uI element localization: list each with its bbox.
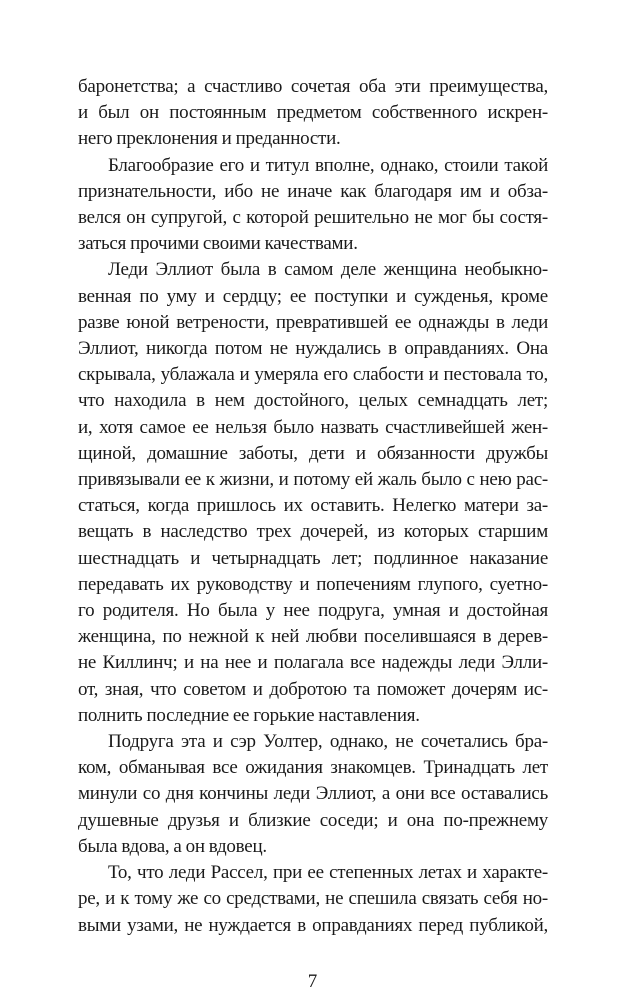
text-line: Благообразие его и титул вполне, однако, стоили такой [108,154,548,176]
text-line: минули со дня кончины леди Эллиот, а они все оставались [78,783,548,805]
text-line: передавать их руководству и попечениям глупого, суетно- [78,573,548,595]
text-line: То, что леди Рассел, при ее степенных летах и характе- [108,862,548,884]
text-line: велся он супругой, с которой решительно не мог бы состя- [78,207,548,229]
text-line: вещать в наследство трех дочерей, из которых старшим [78,521,548,543]
text-line: шестнадцать и четырнадцать лет; подлинное наказание [78,547,548,569]
page-body-text [78,74,548,939]
text-line: скрывала, ублажала и умеряла его слабости и пестовала то, [78,364,548,386]
text-line: го родителя. Но была у нее подруга, умная и достойная [78,600,548,622]
page-number: 7 [307,970,318,992]
text-line: и, хотя самое ее нельзя было назвать счастливейшей жен- [78,416,548,438]
text-line: и был он постоянным предметом собственного искрен- [78,102,548,124]
text-line: от, зная, что советом и добротою та поможет дочерям ис- [78,678,548,700]
text-line: Эллиот, никогда потом не нуждались в оправданиях. Она [78,338,548,360]
text-line: щиной, домашние заботы, дети и обязанности дружбы [78,442,548,464]
paragraph [78,860,548,939]
text-line: была вдова, а он вдовец. [78,835,267,857]
text-line: Подруга эта и сэр Уолтер, однако, не сочетались бра- [108,731,548,753]
text-line: венная по уму и сердцу; ее поступки и сужденья, кроме [78,285,548,307]
text-line: Леди Эллиот была в самом деле женщина необыкно- [108,259,548,281]
text-line: баронетства; а счастливо сочетая оба эти преимущества, [78,76,548,97]
text-line: привязывали ее к жизни, и потому ей жаль было с нею рас- [78,469,548,491]
paragraph [78,729,548,860]
text-line: что находила в нем достойного, целых семнадцать лет; [78,390,548,412]
text-line: статься, когда пришлось их оставить. Нелегко матери за- [78,495,548,517]
text-line: полнить последние ее горькие наставления. [78,704,420,726]
paragraph [78,153,548,258]
text-line: разве юной ветрености, превратившей ее однажды в леди [78,311,548,333]
text-line: не Киллинч; и на нее и полагала все надежды леди Элли- [78,652,548,674]
text-line: признательности, ибо не иначе как благодаря им и обза- [78,180,548,202]
text-line: ком, обманывая все ожидания знакомцев. Тринадцать лет [78,757,548,779]
text-line: заться прочими своими качествами. [78,233,358,255]
text-line: выми узами, не нуждается в оправданиях перед публикой, [78,914,548,936]
paragraph [78,74,548,153]
text-line: душевные друзья и близкие соседи; и она по-прежнему [78,809,548,831]
paragraph [78,257,548,729]
text-line: него преклонения и преданности. [78,128,341,150]
text-line: женщина, по нежной к ней любви поселившаяся в дерев- [78,626,548,648]
text-line: ре, и к тому же со средствами, не спешила связать себя но- [78,888,548,910]
